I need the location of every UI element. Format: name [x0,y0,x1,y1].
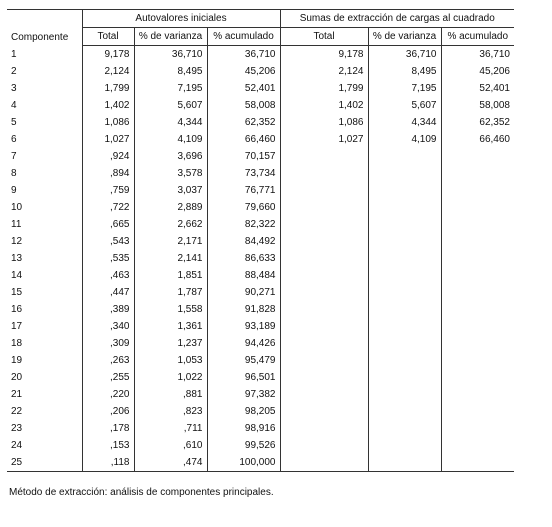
component-number-cell: 5 [7,114,82,131]
component-number-cell: 4 [7,97,82,114]
component-number-cell: 8 [7,165,82,182]
value-cell [280,301,368,318]
value-cell [441,250,514,267]
value-cell: 2,889 [134,199,207,216]
value-cell: 36,710 [134,46,207,64]
component-number-cell: 18 [7,335,82,352]
value-cell: 76,771 [207,182,280,199]
component-number-cell: 7 [7,148,82,165]
value-cell: 91,828 [207,301,280,318]
value-cell [280,454,368,472]
value-cell [368,267,441,284]
value-cell: 7,195 [134,80,207,97]
value-cell [368,165,441,182]
value-cell: 88,484 [207,267,280,284]
value-cell: 66,460 [207,131,280,148]
value-cell: 1,851 [134,267,207,284]
value-cell: 99,526 [207,437,280,454]
value-cell: 4,344 [368,114,441,131]
value-cell [441,233,514,250]
value-cell [441,352,514,369]
value-cell: ,255 [82,369,134,386]
table-row [7,46,514,64]
value-cell [368,148,441,165]
value-cell: 98,205 [207,403,280,420]
value-cell [368,352,441,369]
value-cell: ,118 [82,454,134,472]
value-cell: 1,053 [134,352,207,369]
table-row [7,182,514,199]
value-cell [441,403,514,420]
value-cell: ,610 [134,437,207,454]
value-cell [280,216,368,233]
value-cell [441,335,514,352]
value-cell: 5,607 [368,97,441,114]
value-cell [441,216,514,233]
value-cell: ,894 [82,165,134,182]
value-cell [441,369,514,386]
value-cell: 3,037 [134,182,207,199]
value-cell [368,199,441,216]
component-number-cell: 22 [7,403,82,420]
table-row [7,63,514,80]
value-cell: 1,086 [82,114,134,131]
value-cell: 97,382 [207,386,280,403]
table-row [7,267,514,284]
col-header: % de varianza [368,28,441,46]
value-cell: 4,109 [134,131,207,148]
component-number-cell: 15 [7,284,82,301]
value-cell [368,216,441,233]
component-number-cell: 20 [7,369,82,386]
value-cell: ,309 [82,335,134,352]
value-cell [368,301,441,318]
col-header: Total [280,28,368,46]
table-row [7,318,514,335]
component-number-cell: 24 [7,437,82,454]
value-cell: 2,662 [134,216,207,233]
table-row [7,250,514,267]
table-row [7,97,514,114]
value-cell [280,403,368,420]
value-cell: 4,109 [368,131,441,148]
value-cell: 66,460 [441,131,514,148]
value-cell: ,543 [82,233,134,250]
value-cell [280,267,368,284]
value-cell: 1,237 [134,335,207,352]
table-row [7,199,514,216]
value-cell [368,250,441,267]
value-cell [368,233,441,250]
table-row [7,403,514,420]
value-cell: ,474 [134,454,207,472]
component-number-cell: 16 [7,301,82,318]
component-number-cell: 23 [7,420,82,437]
value-cell [441,318,514,335]
value-cell: 1,787 [134,284,207,301]
value-cell: 1,027 [82,131,134,148]
value-cell [280,250,368,267]
table-row [7,369,514,386]
col-header: % acumulado [441,28,514,46]
component-number-cell: 11 [7,216,82,233]
value-cell [441,165,514,182]
value-cell [368,454,441,472]
value-cell [280,352,368,369]
value-cell [280,148,368,165]
value-cell [368,335,441,352]
initial-eigenvalues-header: Autovalores iniciales [82,10,280,28]
value-cell: 1,027 [280,131,368,148]
table-row [7,80,514,97]
value-cell: ,153 [82,437,134,454]
value-cell: ,463 [82,267,134,284]
value-cell [280,420,368,437]
value-cell: ,447 [82,284,134,301]
value-cell: 94,426 [207,335,280,352]
table-body [7,46,514,472]
value-cell [368,403,441,420]
component-number-cell: 2 [7,63,82,80]
value-cell: 9,178 [280,46,368,64]
value-cell [368,420,441,437]
value-cell [368,369,441,386]
value-cell: 5,607 [134,97,207,114]
footnote: Método de extracción: análisis de componentes principales. [9,487,274,498]
value-cell: 96,501 [207,369,280,386]
value-cell [280,386,368,403]
value-cell: ,340 [82,318,134,335]
value-cell: 1,402 [280,97,368,114]
value-cell: 70,157 [207,148,280,165]
component-number-cell: 13 [7,250,82,267]
value-cell: 93,189 [207,318,280,335]
value-cell [441,420,514,437]
value-cell: 36,710 [441,46,514,64]
value-cell [280,233,368,250]
value-cell: ,711 [134,420,207,437]
col-header: % acumulado [207,28,280,46]
value-cell: ,206 [82,403,134,420]
value-cell: 62,352 [207,114,280,131]
value-cell: 1,558 [134,301,207,318]
component-number-cell: 10 [7,199,82,216]
value-cell [280,335,368,352]
component-number-cell: 14 [7,267,82,284]
value-cell: ,924 [82,148,134,165]
value-cell: 86,633 [207,250,280,267]
value-cell: 1,799 [280,80,368,97]
value-cell: 73,734 [207,165,280,182]
value-cell: 36,710 [368,46,441,64]
value-cell [280,199,368,216]
component-number-cell: 19 [7,352,82,369]
value-cell [280,165,368,182]
component-number-cell: 25 [7,454,82,472]
value-cell: 3,578 [134,165,207,182]
value-cell: 79,660 [207,199,280,216]
table-row [7,420,514,437]
value-cell [280,182,368,199]
variance-explained-table [7,9,514,472]
value-cell [368,386,441,403]
value-cell: 58,008 [207,97,280,114]
value-cell [441,199,514,216]
value-cell: 2,171 [134,233,207,250]
value-cell: 45,206 [441,63,514,80]
value-cell: 95,479 [207,352,280,369]
value-cell: 1,086 [280,114,368,131]
value-cell: 1,022 [134,369,207,386]
table-row [7,352,514,369]
value-cell: 2,124 [82,63,134,80]
value-cell [441,284,514,301]
table-row [7,131,514,148]
value-cell [368,318,441,335]
value-cell: ,722 [82,199,134,216]
value-cell: 84,492 [207,233,280,250]
table-row [7,437,514,454]
value-cell: 58,008 [441,97,514,114]
value-cell: 3,696 [134,148,207,165]
table-row [7,335,514,352]
value-cell: 82,322 [207,216,280,233]
col-header: Total [82,28,134,46]
value-cell: 2,124 [280,63,368,80]
value-cell: 2,141 [134,250,207,267]
value-cell: ,535 [82,250,134,267]
value-cell: 62,352 [441,114,514,131]
value-cell [368,182,441,199]
value-cell: 36,710 [207,46,280,64]
value-cell [280,284,368,301]
value-cell: ,759 [82,182,134,199]
component-number-cell: 17 [7,318,82,335]
value-cell [280,369,368,386]
table-row [7,386,514,403]
table-row [7,216,514,233]
value-cell: 1,799 [82,80,134,97]
component-number-cell: 6 [7,131,82,148]
value-cell [280,318,368,335]
value-cell: 7,195 [368,80,441,97]
component-number-cell: 21 [7,386,82,403]
value-cell: 9,178 [82,46,134,64]
value-cell: 4,344 [134,114,207,131]
table-row [7,114,514,131]
value-cell [441,148,514,165]
value-cell: ,220 [82,386,134,403]
table-row [7,165,514,182]
value-cell: ,823 [134,403,207,420]
value-cell: 45,206 [207,63,280,80]
value-cell [441,301,514,318]
value-cell [441,437,514,454]
value-cell: 90,271 [207,284,280,301]
col-header: % de varianza [134,28,207,46]
value-cell [441,454,514,472]
value-cell [441,386,514,403]
component-number-cell: 9 [7,182,82,199]
extraction-sums-header: Sumas de extracción de cargas al cuadrado [280,10,514,28]
value-cell [441,182,514,199]
component-number-cell: 3 [7,80,82,97]
value-cell: 8,495 [368,63,441,80]
value-cell [280,437,368,454]
value-cell: 1,361 [134,318,207,335]
table-row [7,284,514,301]
value-cell: ,665 [82,216,134,233]
value-cell: 98,916 [207,420,280,437]
component-number-cell: 12 [7,233,82,250]
table-row [7,454,514,472]
value-cell: ,881 [134,386,207,403]
value-cell: 52,401 [441,80,514,97]
value-cell: 8,495 [134,63,207,80]
value-cell [368,437,441,454]
table-row [7,233,514,250]
table-row [7,301,514,318]
value-cell: ,389 [82,301,134,318]
value-cell [368,284,441,301]
value-cell: 100,000 [207,454,280,472]
table-row [7,148,514,165]
value-cell: ,263 [82,352,134,369]
value-cell: ,178 [82,420,134,437]
component-header: Componente [7,10,82,46]
value-cell: 52,401 [207,80,280,97]
component-number-cell: 1 [7,46,82,64]
value-cell: 1,402 [82,97,134,114]
value-cell [441,267,514,284]
